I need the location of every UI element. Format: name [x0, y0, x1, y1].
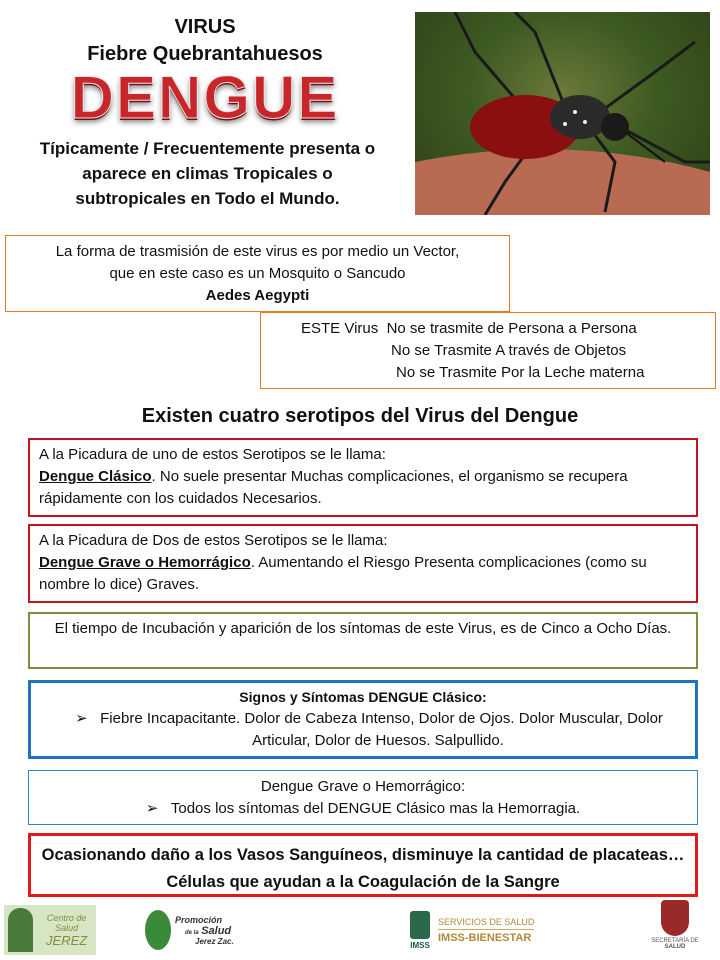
header-virus [0, 14, 410, 68]
intro-text [10, 136, 405, 211]
logo-text: SALUD [664, 944, 686, 950]
transmission-box [5, 235, 510, 312]
not-transmitted-line: No se Trasmite A través de Objetos [391, 342, 627, 359]
arrow-bullet-icon: ➢ [75, 710, 101, 727]
vector-name: Aedes Aegypti [205, 287, 310, 304]
transmission-line: La forma de trasmisión de este virus es por medio un Vector, [55, 243, 460, 260]
centro-salud-logo [4, 905, 96, 955]
intro-line: subtropicales en Todo el Mundo. [75, 189, 340, 208]
not-transmitted-line: No se trasmite de Persona a Persona [386, 320, 637, 337]
severe-name: Dengue Grave o Hemorrágico [39, 554, 251, 571]
not-transmitted-line: No se Trasmite Por la Leche materna [396, 364, 645, 381]
not-transmitted-box [260, 312, 716, 389]
severe-symptoms-box [28, 770, 698, 825]
classic-symptoms-text: Fiebre Incapacitante. Dolor de Cabeza Intenso, Dolor de Ojos. Dolor Muscular, Dolor Articular, Dolor de Huesos. Salpullido. [100, 710, 663, 749]
virus-label: VIRUS [174, 16, 236, 38]
imss-bienestar-logo [408, 905, 543, 955]
severe-symptoms-text: Todos los síntomas del DENGUE Clásico mas la Hemorragia. [170, 800, 581, 817]
page-title: DENGUE [70, 64, 340, 131]
severe-text: . Aumentando el Riesgo Presenta complicaciones (como su nombre lo dice) Graves. [39, 554, 647, 593]
classic-symptoms-box [28, 680, 698, 759]
logo-text: Promoción [175, 914, 223, 925]
promocion-salud-logo [145, 905, 245, 955]
logo-text: SERVICIOS DE SALUD [438, 916, 535, 927]
intro-line: aparece en climas Tropicales o [82, 164, 333, 183]
logo-text: de la [185, 929, 199, 936]
logo-text: Jerez Zac. [195, 936, 234, 946]
classic-intro: A la Picadura de uno de estos Serotipos se le llama: [39, 446, 386, 463]
classic-dengue-box [28, 438, 698, 517]
alt-name: Fiebre Quebrantahuesos [87, 43, 323, 65]
transmission-line: que en este caso es un Mosquito o Sancudo [109, 265, 406, 282]
logo-text: IMSS [410, 940, 430, 950]
intro-line: Típicamente / Frecuentemente presenta o [39, 139, 376, 158]
classic-name: Dengue Clásico [39, 468, 152, 485]
warning-box: Ocasionando daño a los Vasos Sanguíneos, disminuye la cantidad de placateas…Células que ayudan a la Coagulación de la Sangre [28, 833, 698, 897]
logo-text: Centro de Salud [46, 912, 87, 933]
incubation-box: El tiempo de Incubación y aparición de los síntomas de este Virus, es de Cinco a Ocho Días. [28, 612, 698, 669]
logo-text: SECRETARÍA DE [651, 938, 699, 944]
classic-symptoms-title: Signos y Síntomas DENGUE Clásico: [239, 689, 487, 705]
mosquito-photo [415, 12, 710, 215]
logo-text: Salud [201, 924, 232, 937]
severe-intro: A la Picadura de Dos de estos Serotipos se le llama: [39, 532, 388, 549]
severe-dengue-box [28, 524, 698, 603]
logo-text: IMSS-BIENESTAR [438, 929, 534, 944]
secretaria-salud-logo [640, 900, 710, 958]
serotypes-heading: Existen cuatro serotipos del Virus del Dengue [141, 405, 579, 427]
prefix: ESTE Virus [301, 320, 379, 337]
arrow-bullet-icon: ➢ [145, 800, 171, 817]
logo-text: JEREZ [46, 932, 88, 948]
severe-symptoms-title: Dengue Grave o Hemorrágico: [260, 778, 466, 795]
classic-text: . No suele presentar Muchas complicaciones, el organismo se recupera rápidamente con los cuidados Necesarios. [39, 468, 628, 507]
